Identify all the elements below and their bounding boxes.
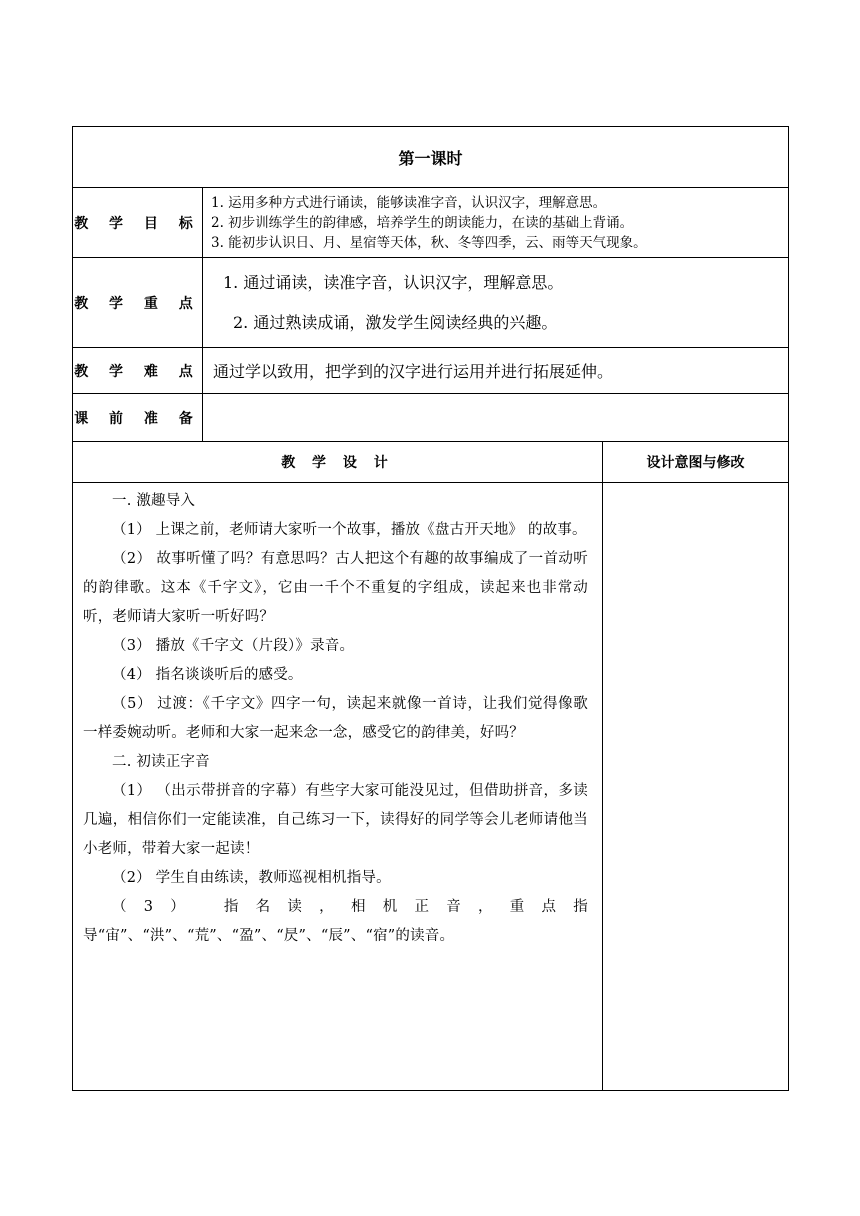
design-paragraph: （1） 上课之前，老师请大家听一个故事，播放《盘古开天地》 的故事。 (112, 522, 587, 538)
goal-item: 3. 能初步认识日、月、星宿等天体，秋、冬等四季，云、雨等天气现象。 (211, 234, 647, 251)
difficulty-text: 通过学以致用，把学到的汉字进行运用并进行拓展延伸。 (203, 348, 789, 394)
design-paragraph: （2） 故事听懂了吗？有意思吗？古人把这个有趣的故事编成了一首动听的韵律歌。这本《千字文》，它由一千个不重复的字组成，读起来也非常动听，老师请大家听一听好吗？ (83, 551, 588, 625)
key-points-label: 教 学 重 点 (73, 258, 203, 348)
design-paragraph: 一. 激趣导入 (112, 493, 196, 509)
intent-header: 设计意图与修改 (603, 442, 789, 483)
preparation-text (203, 394, 789, 442)
design-paragraph: （3） 播放《千字文（片段）》录音。 (112, 638, 355, 654)
design-header: 教 学 设 计 (73, 442, 603, 483)
preparation-label: 课 前 准 备 (73, 394, 203, 442)
key-point-item: 1. 通过诵读，读准字音，认识汉字，理解意思。 (223, 272, 564, 292)
lesson-plan-page (72, 126, 788, 1091)
key-points-content (203, 258, 789, 348)
intent-content (603, 483, 789, 1091)
design-paragraph: （3） 指名读，相机正音，重点指导“宙”、“洪”、“荒”、“盈”、“昃”、“辰”、“宿”的读音。 (83, 899, 588, 944)
design-paragraph: （4） 指名谈谈听后的感受。 (112, 667, 303, 683)
lesson-title: 第一课时 (73, 127, 789, 188)
design-paragraph: （2） 学生自由练读，教师巡视相机指导。 (112, 870, 391, 886)
difficulty-label: 教 学 难 点 (73, 348, 203, 394)
design-content (73, 483, 603, 1091)
design-paragraph: （5） 过渡：《千字文》四字一句，读起来就像一首诗，让我们觉得像歌一样委婉动听。老师和大家一起来念一念，感受它的韵律美，好吗？ (83, 696, 588, 741)
goals-label: 教 学 目 标 (73, 188, 203, 258)
goals-content (203, 188, 789, 258)
goal-item: 1. 运用多种方式进行诵读，能够读准字音，认识汉字，理解意思。 (211, 194, 607, 211)
design-paragraph: （1） （出示带拼音的字幕）有些字大家可能没见过，但借助拼音，多读几遍，相信你们一定能读准，自己练习一下，读得好的同学等会儿老师请他当小老师，带着大家一起读！ (83, 783, 588, 857)
key-point-item: 2. 通过熟读成诵，激发学生阅读经典的兴趣。 (233, 312, 558, 332)
design-paragraph: 二. 初读正字音 (112, 754, 210, 770)
goal-item: 2. 初步训练学生的韵律感，培养学生的朗读能力，在读的基础上背诵。 (211, 214, 634, 231)
lesson-plan-table (72, 126, 789, 1091)
